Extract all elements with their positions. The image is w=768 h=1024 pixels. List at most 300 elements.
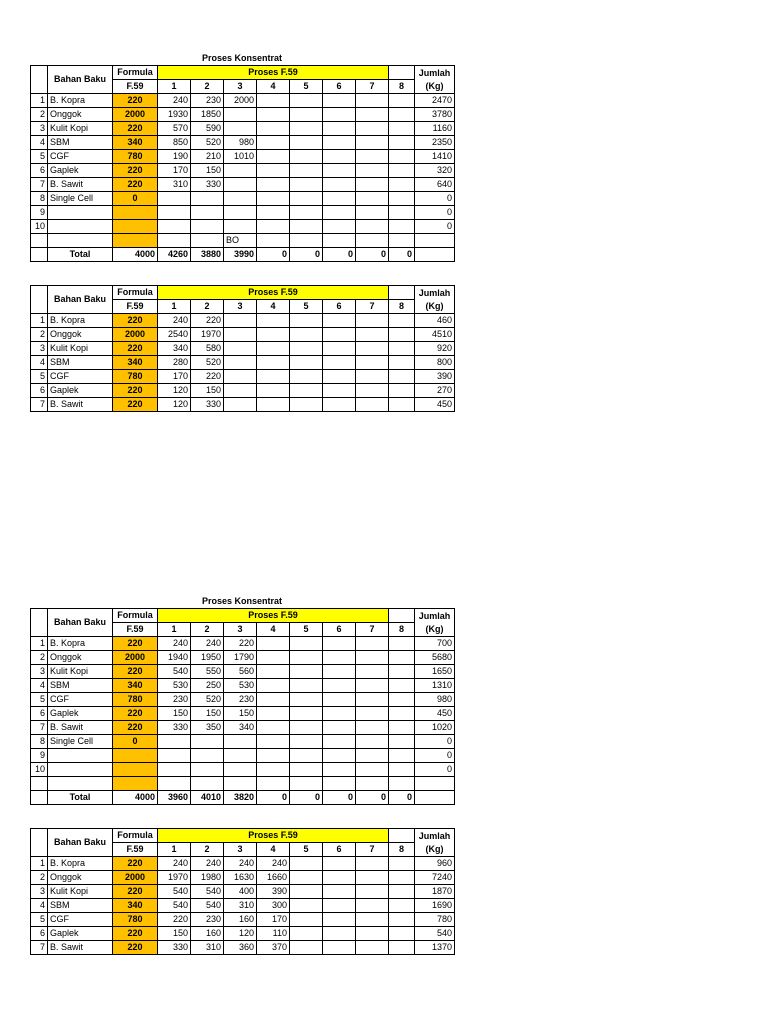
process-value	[389, 150, 415, 164]
formula-value	[113, 749, 158, 763]
table-row	[31, 749, 455, 763]
material-name: CGF	[48, 370, 113, 384]
table-row	[31, 150, 455, 164]
process-column-header: 6	[323, 80, 356, 94]
process-column-header: 1	[158, 623, 191, 637]
process-value	[191, 206, 224, 220]
process-column-header: 1	[158, 80, 191, 94]
no-header	[31, 66, 48, 94]
process-value	[290, 398, 323, 412]
row-number: 8	[31, 192, 48, 206]
process-column-header: 3	[224, 623, 257, 637]
material-name: Kulit Kopi	[48, 342, 113, 356]
process-value	[191, 777, 224, 791]
jumlah-value: 7240	[415, 871, 455, 885]
process-column-header: 1	[158, 843, 191, 857]
formula-value: 0	[113, 192, 158, 206]
table-row	[31, 927, 455, 941]
table-row	[31, 178, 455, 192]
formula-value: 220	[113, 885, 158, 899]
process-value	[389, 234, 415, 248]
material-name: Gaplek	[48, 707, 113, 721]
formula-value: 220	[113, 927, 158, 941]
process-value: 580	[191, 342, 224, 356]
process-value	[257, 108, 290, 122]
jumlah-value	[415, 777, 455, 791]
process-value: 520	[191, 136, 224, 150]
process-value	[158, 735, 191, 749]
row-number: 7	[31, 721, 48, 735]
process-value	[323, 763, 356, 777]
table-row	[31, 735, 455, 749]
process-value	[290, 763, 323, 777]
process-value	[356, 927, 389, 941]
process-column-header: 4	[257, 80, 290, 94]
table-row	[31, 384, 455, 398]
formula-header: Formula	[113, 286, 158, 300]
row-number	[31, 234, 48, 248]
process-value: 120	[224, 927, 257, 941]
process-value	[389, 328, 415, 342]
process-value	[290, 777, 323, 791]
jumlah-label: Jumlah	[418, 287, 451, 298]
process-value: 1950	[191, 651, 224, 665]
table-row	[31, 679, 455, 693]
process-value: 1850	[191, 108, 224, 122]
process-value	[323, 356, 356, 370]
formula-value	[113, 763, 158, 777]
process-value: 560	[224, 665, 257, 679]
total-jumlah	[415, 791, 455, 805]
material-name: Onggok	[48, 651, 113, 665]
process-value: 120	[158, 384, 191, 398]
process-value: 120	[158, 398, 191, 412]
process-value	[389, 94, 415, 108]
process-value: 150	[158, 927, 191, 941]
material-name: Kulit Kopi	[48, 665, 113, 679]
process-value: 350	[191, 721, 224, 735]
row-number: 1	[31, 857, 48, 871]
process-value	[257, 178, 290, 192]
total-value: 0	[290, 248, 323, 262]
process-value	[356, 94, 389, 108]
process-value	[290, 927, 323, 941]
process-value	[356, 707, 389, 721]
formula-value: 220	[113, 384, 158, 398]
process-value: 330	[191, 398, 224, 412]
jumlah-value: 390	[415, 370, 455, 384]
process-value	[257, 749, 290, 763]
jumlah-value: 540	[415, 927, 455, 941]
process-value	[191, 234, 224, 248]
formula-value: 220	[113, 94, 158, 108]
material-name: B. Kopra	[48, 94, 113, 108]
process-value: 520	[191, 693, 224, 707]
process-value	[290, 871, 323, 885]
formula-code-header: F.59	[113, 80, 158, 94]
total-formula: 4000	[113, 791, 158, 805]
process-value	[323, 370, 356, 384]
formula-value: 220	[113, 122, 158, 136]
total-value: 0	[257, 791, 290, 805]
total-blank	[31, 791, 48, 805]
process-value	[356, 763, 389, 777]
process-value	[323, 108, 356, 122]
formula-value: 220	[113, 857, 158, 871]
process-value	[290, 857, 323, 871]
material-name: CGF	[48, 150, 113, 164]
process-value: 230	[224, 693, 257, 707]
process-value: 240	[158, 94, 191, 108]
process-value	[257, 122, 290, 136]
proses-konsentrat-table-1	[30, 65, 455, 262]
formula-value: 0	[113, 735, 158, 749]
jumlah-value: 3780	[415, 108, 455, 122]
row-number: 6	[31, 927, 48, 941]
total-value: 0	[290, 791, 323, 805]
process-value	[158, 206, 191, 220]
total-blank	[31, 248, 48, 262]
process-value	[356, 885, 389, 899]
jumlah-label: Jumlah	[418, 610, 451, 621]
process-column-header: 7	[356, 623, 389, 637]
process-value	[389, 899, 415, 913]
formula-code-header: F.59	[113, 300, 158, 314]
total-value: 0	[389, 791, 415, 805]
process-value: 1980	[191, 871, 224, 885]
process-value	[323, 384, 356, 398]
process-value: 170	[257, 913, 290, 927]
total-value: 3880	[191, 248, 224, 262]
blank-header	[389, 609, 415, 623]
proses-table-2	[30, 285, 455, 412]
jumlah-value: 1650	[415, 665, 455, 679]
process-value	[323, 913, 356, 927]
process-value	[323, 234, 356, 248]
process-column-header: 8	[389, 843, 415, 857]
process-column-header: 5	[290, 843, 323, 857]
process-value	[389, 206, 415, 220]
total-value: 3960	[158, 791, 191, 805]
formula-header: Formula	[113, 66, 158, 80]
process-value	[224, 220, 257, 234]
process-column-header: 7	[356, 300, 389, 314]
table-title: Proses Konsentrat	[201, 596, 283, 606]
process-value	[224, 122, 257, 136]
process-value: 150	[191, 384, 224, 398]
process-value: 1940	[158, 651, 191, 665]
process-column-header: 1	[158, 300, 191, 314]
process-value	[224, 763, 257, 777]
process-column-header: 5	[290, 300, 323, 314]
process-value	[356, 178, 389, 192]
process-value	[389, 721, 415, 735]
material-name	[48, 206, 113, 220]
process-value	[257, 384, 290, 398]
jumlah-value: 640	[415, 178, 455, 192]
jumlah-value: 0	[415, 749, 455, 763]
process-value	[356, 941, 389, 955]
jumlah-value: 1160	[415, 122, 455, 136]
table-row	[31, 665, 455, 679]
process-value	[356, 206, 389, 220]
formula-value	[113, 220, 158, 234]
process-value	[389, 164, 415, 178]
table-row	[31, 206, 455, 220]
process-value	[224, 192, 257, 206]
jumlah-header	[415, 286, 455, 314]
process-value	[323, 150, 356, 164]
no-header	[31, 609, 48, 637]
process-value: 330	[191, 178, 224, 192]
jumlah-value: 700	[415, 637, 455, 651]
formula-value: 340	[113, 679, 158, 693]
row-number: 2	[31, 871, 48, 885]
material-name: B. Kopra	[48, 637, 113, 651]
process-column-header: 5	[290, 80, 323, 94]
table-title: Proses Konsentrat	[201, 53, 283, 63]
process-column-header: 3	[224, 300, 257, 314]
process-value: 540	[158, 885, 191, 899]
process-value: 1790	[224, 651, 257, 665]
process-value	[356, 384, 389, 398]
jumlah-value: 0	[415, 763, 455, 777]
table-row	[31, 234, 455, 248]
total-value: 4010	[191, 791, 224, 805]
process-column-header: 4	[257, 623, 290, 637]
process-value	[389, 735, 415, 749]
process-value	[290, 665, 323, 679]
total-value: 3990	[224, 248, 257, 262]
process-value	[257, 721, 290, 735]
total-value: 0	[257, 248, 290, 262]
process-value: 170	[158, 370, 191, 384]
process-value	[323, 899, 356, 913]
process-value	[257, 150, 290, 164]
process-value: 310	[158, 178, 191, 192]
process-value	[323, 220, 356, 234]
process-column-header: 8	[389, 80, 415, 94]
material-name: Single Cell	[48, 735, 113, 749]
process-value	[290, 735, 323, 749]
process-value	[323, 136, 356, 150]
process-value	[191, 735, 224, 749]
kg-label: (Kg)	[425, 843, 444, 854]
process-value	[257, 398, 290, 412]
process-column-header: 4	[257, 843, 290, 857]
row-number: 6	[31, 164, 48, 178]
process-value	[323, 398, 356, 412]
table-row	[31, 328, 455, 342]
process-value	[290, 164, 323, 178]
table-row	[31, 899, 455, 913]
process-value	[323, 941, 356, 955]
row-number: 4	[31, 136, 48, 150]
row-number: 10	[31, 763, 48, 777]
process-value: 210	[191, 150, 224, 164]
process-value	[323, 885, 356, 899]
material-name: Single Cell	[48, 192, 113, 206]
jumlah-value: 1020	[415, 721, 455, 735]
table-row	[31, 342, 455, 356]
process-value	[323, 857, 356, 871]
bahan-baku-header: Bahan Baku	[48, 66, 113, 94]
material-name: SBM	[48, 899, 113, 913]
process-value	[323, 693, 356, 707]
process-column-header: 2	[191, 80, 224, 94]
process-value	[290, 342, 323, 356]
jumlah-value: 450	[415, 398, 455, 412]
process-value: 1970	[158, 871, 191, 885]
material-name: Gaplek	[48, 164, 113, 178]
row-number: 5	[31, 370, 48, 384]
row-number: 4	[31, 356, 48, 370]
process-value	[356, 913, 389, 927]
formula-value: 780	[113, 913, 158, 927]
kg-label: (Kg)	[425, 80, 444, 91]
row-number: 3	[31, 665, 48, 679]
material-name: Onggok	[48, 328, 113, 342]
process-value	[356, 651, 389, 665]
process-value	[290, 721, 323, 735]
process-value	[389, 342, 415, 356]
process-value	[224, 356, 257, 370]
row-number: 5	[31, 913, 48, 927]
jumlah-value: 1310	[415, 679, 455, 693]
process-value	[389, 178, 415, 192]
process-value	[389, 314, 415, 328]
material-name	[48, 763, 113, 777]
process-value	[257, 192, 290, 206]
material-name: CGF	[48, 913, 113, 927]
formula-value: 220	[113, 707, 158, 721]
jumlah-value: 1690	[415, 899, 455, 913]
row-number: 7	[31, 178, 48, 192]
total-row	[31, 248, 455, 262]
process-value: 330	[158, 721, 191, 735]
formula-value: 220	[113, 178, 158, 192]
process-column-header: 6	[323, 300, 356, 314]
process-value	[356, 857, 389, 871]
process-value	[224, 108, 257, 122]
process-value	[323, 342, 356, 356]
table-row	[31, 356, 455, 370]
formula-code-header: F.59	[113, 623, 158, 637]
material-name: SBM	[48, 356, 113, 370]
process-value	[158, 749, 191, 763]
process-value	[290, 122, 323, 136]
process-value: 1010	[224, 150, 257, 164]
process-value	[257, 637, 290, 651]
proses-header: Proses F.59	[158, 66, 389, 80]
table-row	[31, 136, 455, 150]
formula-value: 2000	[113, 871, 158, 885]
process-value: 2000	[224, 94, 257, 108]
process-value	[257, 735, 290, 749]
process-value	[389, 679, 415, 693]
process-value: 150	[191, 707, 224, 721]
header-row	[31, 829, 455, 843]
process-value	[290, 899, 323, 913]
no-header	[31, 286, 48, 314]
process-value: 240	[158, 314, 191, 328]
process-value	[290, 206, 323, 220]
process-value	[290, 178, 323, 192]
row-number: 9	[31, 206, 48, 220]
total-formula: 4000	[113, 248, 158, 262]
table-row	[31, 913, 455, 927]
process-value	[323, 122, 356, 136]
header-row	[31, 609, 455, 623]
process-value	[356, 721, 389, 735]
process-value	[290, 150, 323, 164]
process-value	[290, 234, 323, 248]
process-value	[290, 370, 323, 384]
process-value	[290, 651, 323, 665]
process-value	[323, 94, 356, 108]
jumlah-value: 0	[415, 220, 455, 234]
process-value	[356, 122, 389, 136]
material-name: CGF	[48, 693, 113, 707]
process-value	[356, 328, 389, 342]
process-value	[191, 192, 224, 206]
table-row	[31, 777, 455, 791]
total-value: 0	[356, 791, 389, 805]
material-name: B. Sawit	[48, 941, 113, 955]
row-number: 1	[31, 94, 48, 108]
jumlah-value: 1370	[415, 941, 455, 955]
process-value	[389, 370, 415, 384]
total-value: 0	[356, 248, 389, 262]
process-value	[389, 356, 415, 370]
process-value	[389, 777, 415, 791]
process-value	[158, 763, 191, 777]
process-value	[323, 777, 356, 791]
process-value: 310	[224, 899, 257, 913]
total-value: 0	[389, 248, 415, 262]
process-column-header: 8	[389, 300, 415, 314]
formula-value: 340	[113, 899, 158, 913]
formula-value: 220	[113, 164, 158, 178]
process-value	[356, 150, 389, 164]
jumlah-label: Jumlah	[418, 830, 451, 841]
process-value: 240	[224, 857, 257, 871]
table-row	[31, 370, 455, 384]
process-value	[323, 206, 356, 220]
process-value	[356, 899, 389, 913]
table-row	[31, 314, 455, 328]
process-value	[356, 234, 389, 248]
table-row	[31, 651, 455, 665]
row-number: 10	[31, 220, 48, 234]
row-number: 2	[31, 651, 48, 665]
process-value	[257, 328, 290, 342]
process-value	[191, 763, 224, 777]
proses-header: Proses F.59	[158, 829, 389, 843]
formula-value: 340	[113, 356, 158, 370]
process-value: 220	[191, 370, 224, 384]
process-value: 230	[191, 94, 224, 108]
process-value	[224, 777, 257, 791]
process-value: 190	[158, 150, 191, 164]
process-value	[257, 707, 290, 721]
material-name: Onggok	[48, 108, 113, 122]
table-row	[31, 721, 455, 735]
process-column-header: 2	[191, 843, 224, 857]
jumlah-value: 460	[415, 314, 455, 328]
process-column-header: 2	[191, 623, 224, 637]
process-value	[389, 108, 415, 122]
